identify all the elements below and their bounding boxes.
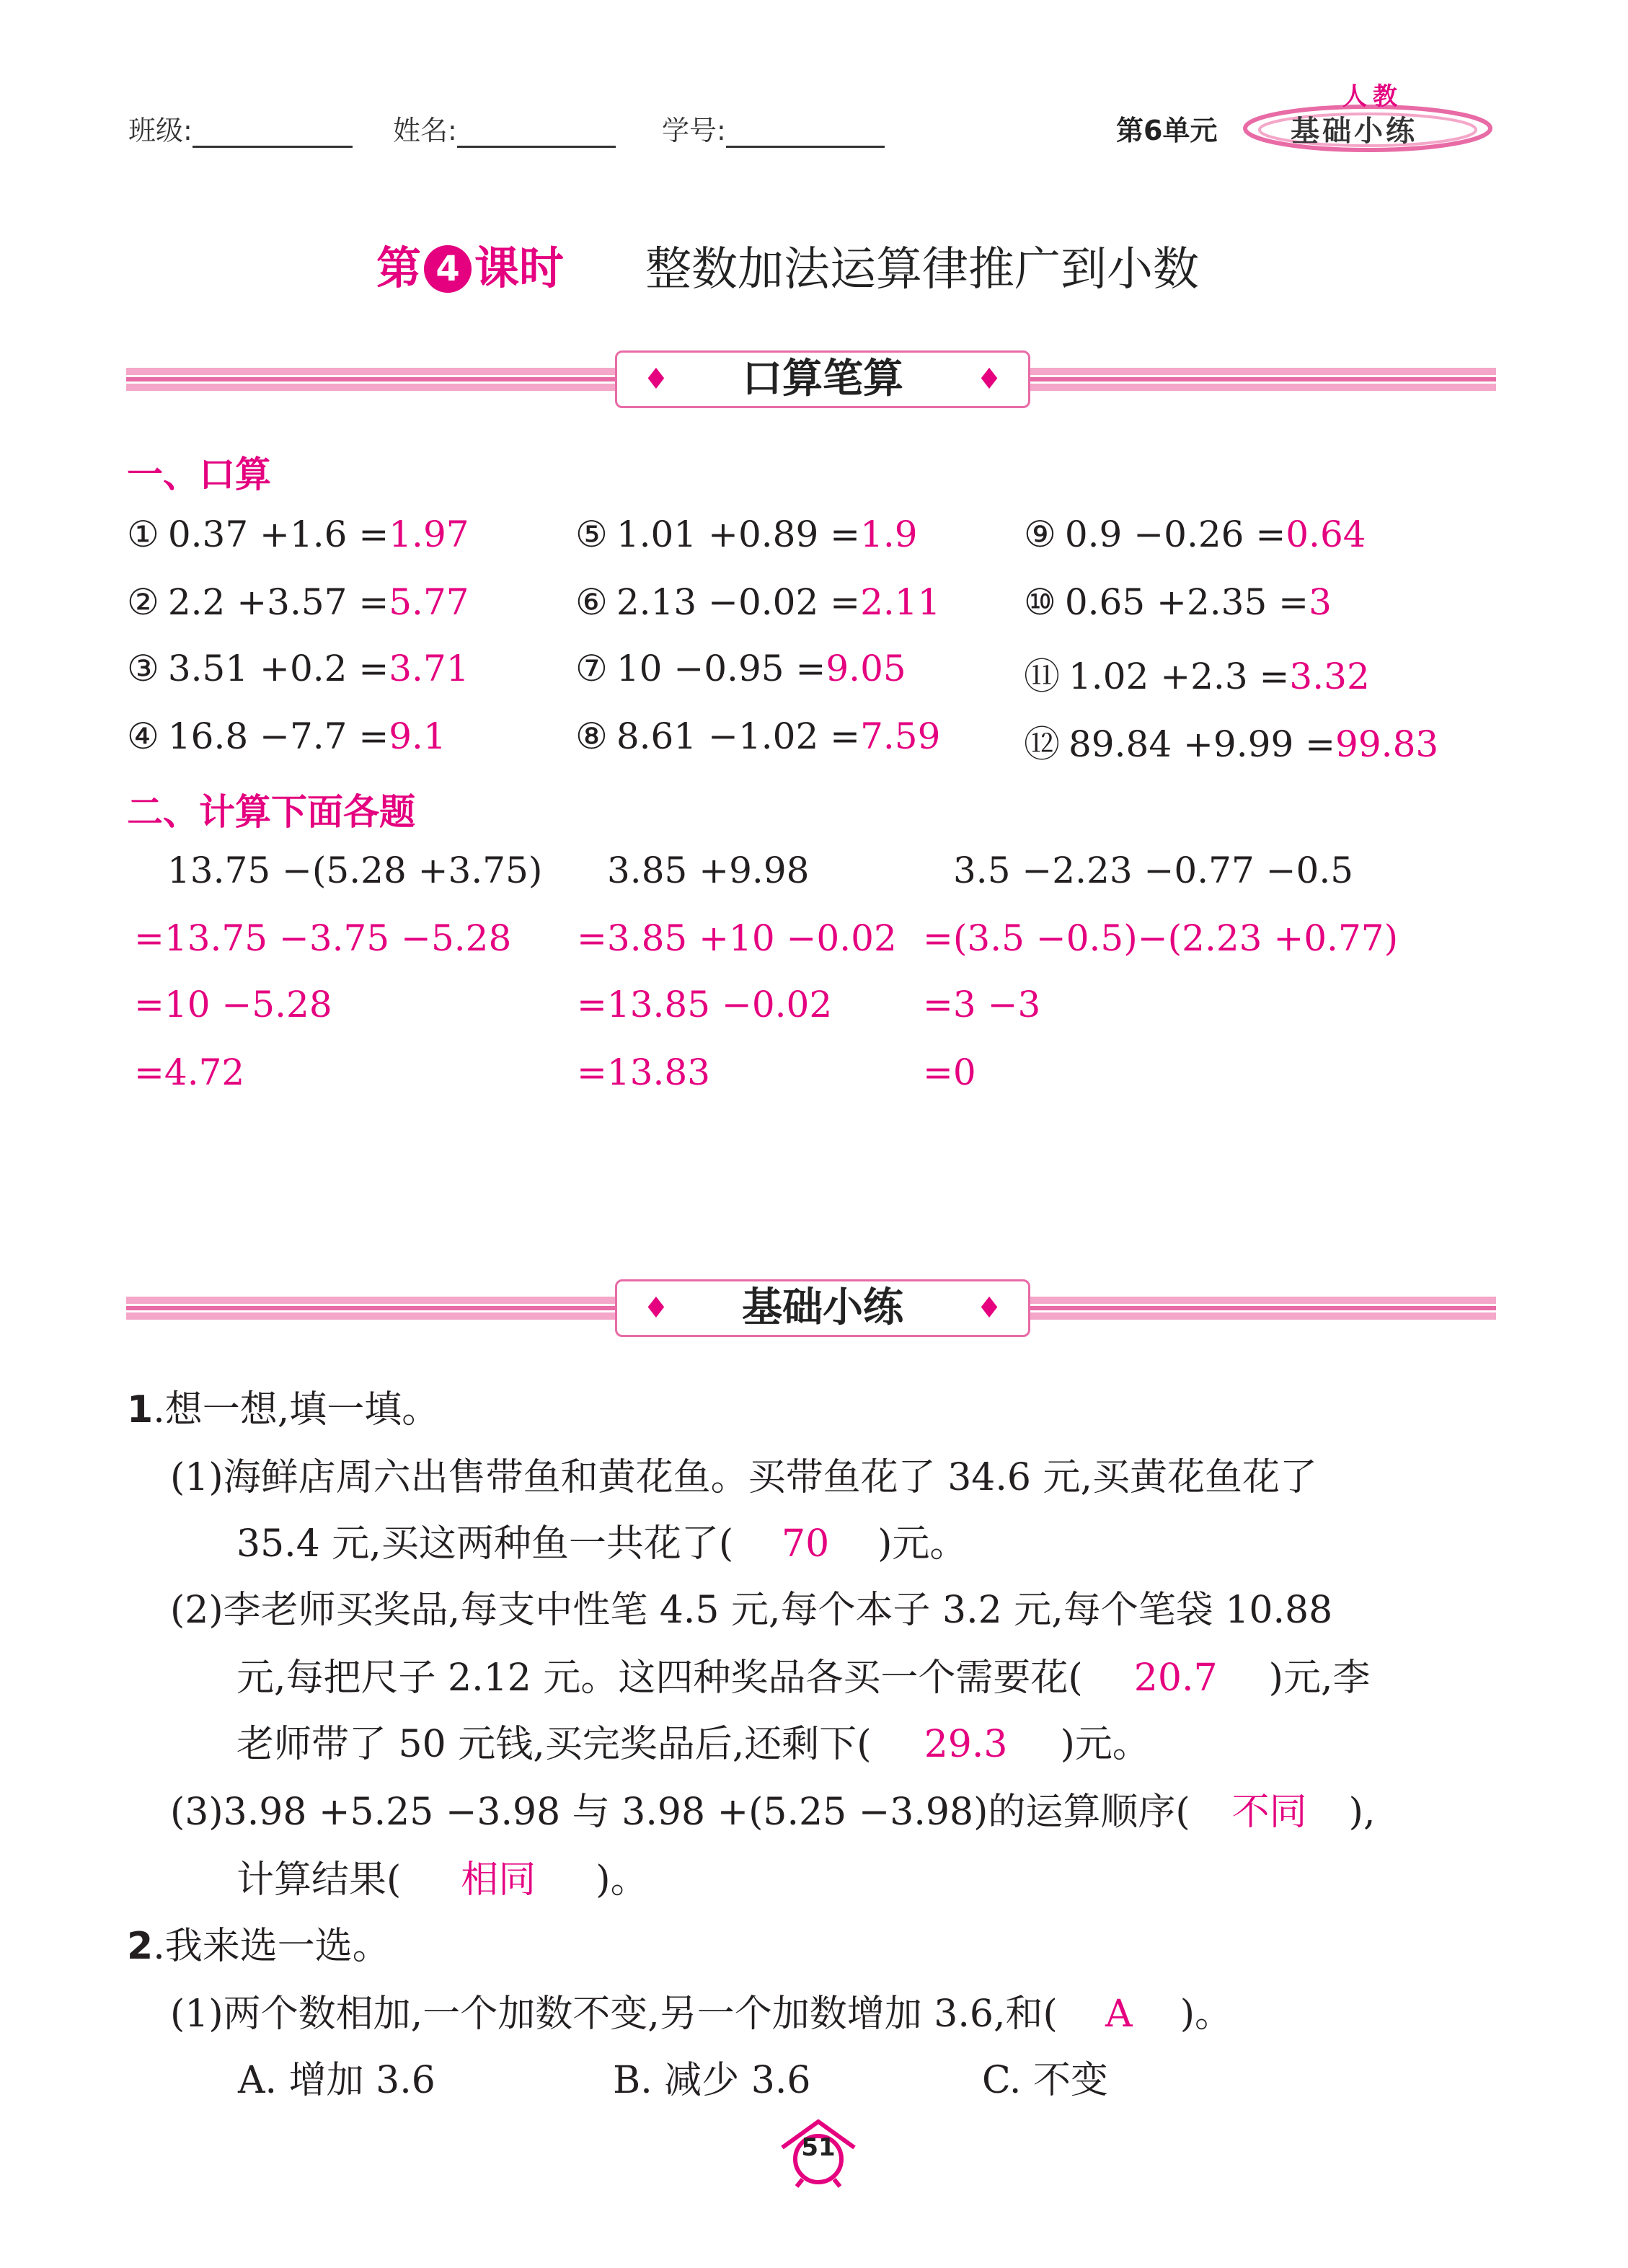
- q1-p1-line1: (1)海鲜店周六出售带鱼和黄花鱼。买带鱼花了 34.6 元,买黄花鱼花了: [170, 1456, 1318, 1499]
- oral-calc-item: [1024, 513, 1366, 555]
- item-expression: 10 −0.95 =: [616, 648, 826, 689]
- item-answer[interactable]: 3: [1309, 581, 1332, 623]
- calc-question: 3.5 −2.23 −0.77 −0.5: [953, 850, 1354, 891]
- oral-calc-item: [575, 715, 940, 757]
- option-a[interactable]: A. 增加 3.6: [238, 2059, 435, 2102]
- calc-step[interactable]: =3 −3: [923, 984, 1041, 1025]
- calc-step[interactable]: =3.85 +10 −0.02: [577, 917, 897, 959]
- text: (3)3.98 +5.25 −3.98 与 3.98 +(5.25 −3.98)的运算顺序(: [170, 1791, 1190, 1834]
- item-answer[interactable]: 1.97: [389, 513, 469, 555]
- calc-question: 3.85 +9.98: [607, 850, 810, 891]
- item-answer[interactable]: 0.64: [1286, 513, 1366, 555]
- item-number: ⑧: [575, 715, 608, 757]
- option-b[interactable]: B. 减少 3.6: [613, 2059, 811, 2102]
- diamond-icon: ♦: [643, 1292, 669, 1325]
- class-blank[interactable]: [193, 117, 353, 148]
- item-answer[interactable]: 3.32: [1289, 656, 1370, 697]
- oral-calc-item: [1024, 648, 1370, 700]
- q1-p2-line2: [236, 1647, 1371, 1701]
- item-expression: 16.8 −7.7 =: [167, 715, 389, 757]
- calc-step[interactable]: =4.72: [134, 1051, 245, 1093]
- answer-blank[interactable]: 不同: [1231, 1791, 1307, 1834]
- lesson-label: [376, 232, 564, 296]
- oral-calc-item: [127, 513, 469, 555]
- item-expression: 3.51 +0.2 =: [167, 648, 389, 689]
- banner-title: 基础小练: [742, 1284, 903, 1331]
- item-expression: 1.02 +2.3 =: [1069, 656, 1290, 697]
- oral-calc-item: [1024, 715, 1438, 767]
- item-number: ⑥: [575, 581, 608, 623]
- text: )元。: [1060, 1723, 1150, 1766]
- section-heading: 二、计算下面各题: [127, 791, 415, 833]
- item-expression: 2.2 +3.57 =: [167, 581, 389, 623]
- item-answer[interactable]: 5.77: [389, 581, 469, 623]
- calc-step[interactable]: =13.85 −0.02: [577, 984, 833, 1025]
- item-number: ⑪: [1024, 656, 1060, 697]
- answer-blank[interactable]: 20.7: [1133, 1656, 1218, 1700]
- calc-question: 13.75 −(5.28 +3.75): [167, 850, 543, 891]
- item-answer[interactable]: 3.71: [389, 648, 469, 689]
- oral-calc-item: [127, 715, 446, 757]
- oral-calc-item: [127, 648, 469, 689]
- oral-calc-item: [575, 513, 918, 555]
- item-expression: 89.84 +9.99 =: [1069, 723, 1336, 765]
- calc-step[interactable]: =0: [923, 1051, 976, 1093]
- item-answer[interactable]: 99.83: [1335, 723, 1439, 765]
- item-answer[interactable]: 9.1: [389, 715, 446, 757]
- answer-blank[interactable]: 70: [782, 1522, 830, 1566]
- item-number: ⑫: [1024, 723, 1060, 765]
- answer-blank[interactable]: 29.3: [924, 1723, 1008, 1766]
- diamond-icon: ♦: [976, 363, 1002, 396]
- name-field[interactable]: [393, 108, 616, 148]
- q1-p2-line3: [236, 1713, 1150, 1768]
- name-label: 姓名:: [393, 115, 457, 146]
- banner-basic-practice: [615, 1279, 1030, 1337]
- q1-p3-line2: [236, 1849, 648, 1903]
- text: 元,每把尺子 2.12 元。这四种奖品各买一个需要花(: [236, 1656, 1083, 1700]
- item-expression: 0.37 +1.6 =: [167, 513, 389, 555]
- unit-label: 第6单元: [1116, 115, 1218, 146]
- student-id-label: 学号:: [662, 115, 726, 146]
- page-number: 51: [801, 2133, 836, 2162]
- item-number: ⑨: [1024, 513, 1056, 555]
- class-field[interactable]: [128, 108, 353, 148]
- lesson-prefix: 第: [376, 242, 422, 294]
- lesson-title: 整数加法运算律推广到小数: [645, 243, 1199, 296]
- oral-calc-item: [127, 581, 469, 623]
- item-answer[interactable]: 2.11: [860, 581, 941, 623]
- text: )。: [596, 1858, 648, 1902]
- item-expression: 0.9 −0.26 =: [1064, 513, 1286, 555]
- answer-blank[interactable]: A: [1105, 1993, 1133, 2036]
- answer-blank[interactable]: 相同: [461, 1858, 536, 1902]
- item-number: ③: [127, 648, 159, 689]
- item-answer[interactable]: 1.9: [860, 513, 918, 555]
- student-id-blank[interactable]: [726, 117, 885, 148]
- diamond-icon: ♦: [976, 1292, 1002, 1325]
- item-number: ②: [127, 581, 159, 623]
- item-number: ⑦: [575, 648, 608, 689]
- calc-step[interactable]: =10 −5.28: [134, 984, 332, 1025]
- q1-p1-line2: [236, 1513, 967, 1567]
- item-number: ⑩: [1024, 581, 1056, 623]
- q1-p2-line1: (2)李老师买奖品,每支中性笔 4.5 元,每个本子 3.2 元,每个笔袋 10.88: [170, 1589, 1333, 1632]
- item-expression: 2.13 −0.02 =: [616, 581, 861, 623]
- text: 35.4 元,买这两种鱼一共花了(: [236, 1522, 734, 1566]
- lesson-number-badge: 4: [424, 245, 472, 293]
- question-number: 1: [127, 1388, 154, 1431]
- text: 计算结果(: [236, 1858, 402, 1902]
- option-c[interactable]: C. 不变: [982, 2059, 1108, 2102]
- text: )元。: [877, 1522, 968, 1566]
- item-number: ④: [127, 715, 159, 757]
- class-label: 班级:: [128, 115, 193, 146]
- question-text: .想一想,填一填。: [153, 1388, 440, 1431]
- q2-p1: [170, 1983, 1232, 2037]
- question-1-title: [127, 1379, 439, 1433]
- item-answer[interactable]: 9.05: [826, 648, 906, 689]
- item-answer[interactable]: 7.59: [860, 715, 941, 757]
- item-number: ①: [127, 513, 159, 555]
- question-text: .我来选一选。: [153, 1925, 390, 1968]
- student-id-field[interactable]: [662, 108, 885, 148]
- banner-title: 口算笔算: [742, 356, 903, 402]
- oral-calc-item: [575, 648, 906, 689]
- item-expression: 1.01 +0.89 =: [616, 513, 861, 555]
- oral-calc-item: [575, 581, 940, 623]
- publisher-label: 人教: [1342, 82, 1403, 111]
- diamond-icon: ♦: [643, 363, 669, 396]
- text: ),: [1348, 1791, 1376, 1834]
- banner-oral-written: [615, 350, 1030, 408]
- calc-step[interactable]: =13.75 −3.75 −5.28: [134, 917, 512, 959]
- text: )。: [1180, 1993, 1233, 2036]
- text: (1)两个数相加,一个加数不变,另一个加数增加 3.6,和(: [170, 1993, 1058, 2036]
- series-name: 基础小练: [1291, 115, 1417, 148]
- name-blank[interactable]: [457, 117, 616, 148]
- question-number: 2: [127, 1925, 154, 1968]
- text: 老师带了 50 元钱,买完奖品后,还剩下(: [236, 1723, 872, 1766]
- oral-calc-item: [1024, 581, 1332, 623]
- item-number: ⑤: [575, 513, 608, 555]
- section-heading: 一、口算: [127, 454, 271, 495]
- q1-p3-line1: [170, 1781, 1376, 1835]
- calc-step[interactable]: =(3.5 −0.5)−(2.23 +0.77): [923, 917, 1399, 959]
- item-expression: 0.65 +2.35 =: [1064, 581, 1309, 623]
- question-2-title: [127, 1915, 390, 1969]
- calc-step[interactable]: =13.83: [577, 1051, 711, 1093]
- text: )元,李: [1268, 1656, 1371, 1700]
- lesson-suffix: 课时: [474, 242, 565, 294]
- item-expression: 8.61 −1.02 =: [616, 715, 861, 757]
